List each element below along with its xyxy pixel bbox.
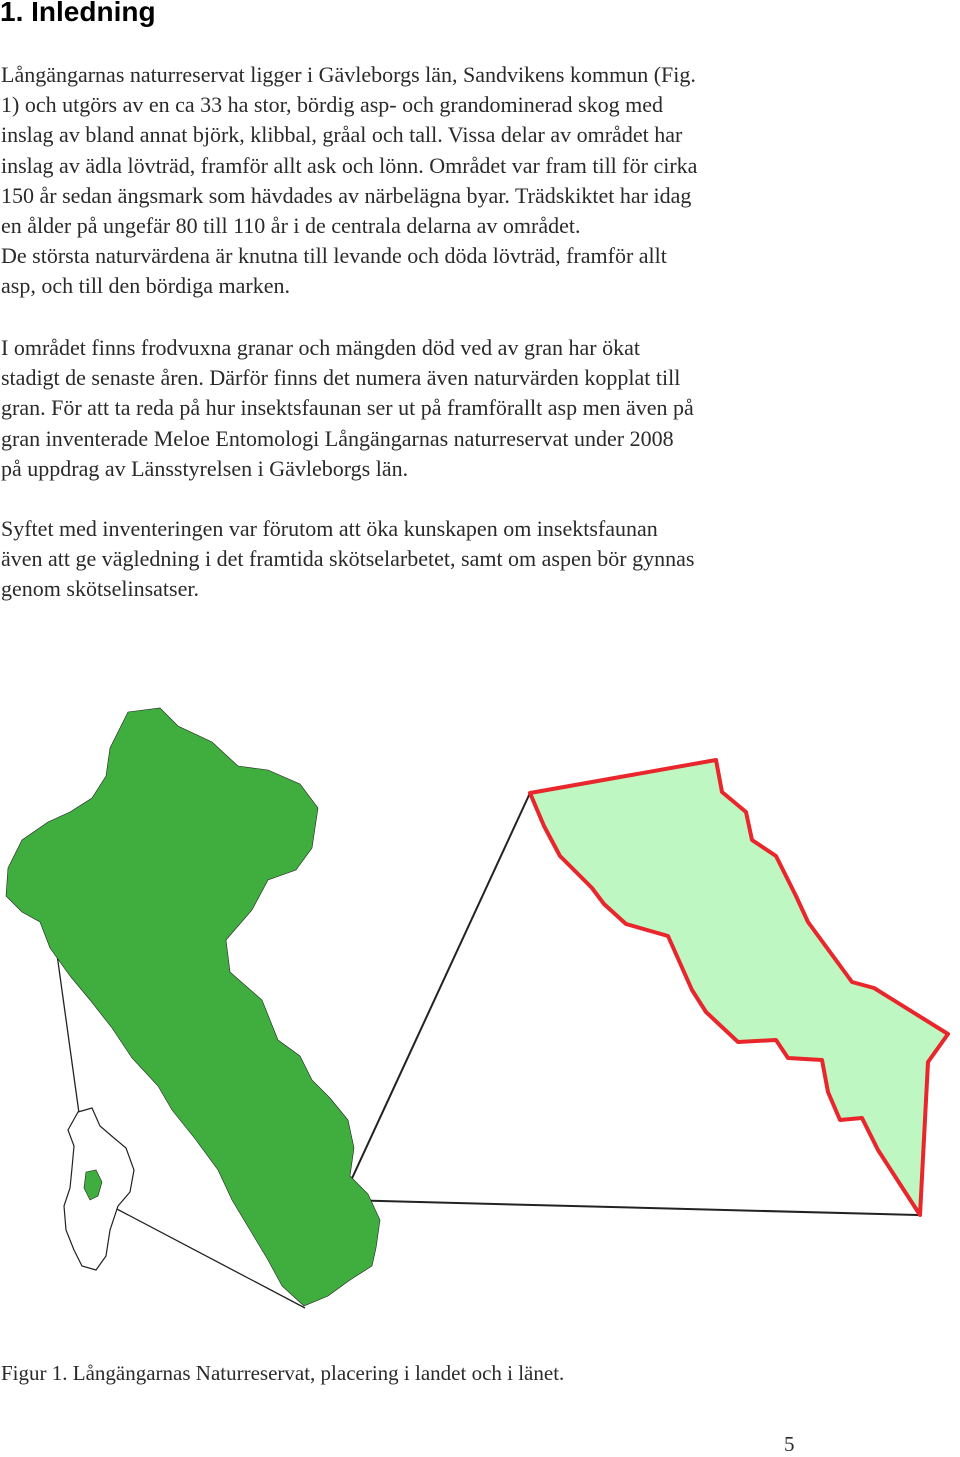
paragraph-spruce — [1, 333, 951, 484]
connector-line — [342, 793, 530, 1200]
text-line: stadigt de senaste åren. Därför finns det numera även naturvärden kopplat till — [1, 365, 681, 391]
text-line: genom skötselinsatser. — [1, 576, 199, 602]
text-line: 1) och utgörs av en ca 33 ha stor, bördig asp- och grandominerad skog med — [1, 92, 663, 118]
text-line: inslag av bland annat björk, klibbal, gråal och tall. Vissa delar av området har — [1, 122, 683, 148]
text-line: Långängarnas naturreservat ligger i Gävleborgs län, Sandvikens kommun (Fig. — [1, 62, 696, 87]
paragraph-intro — [1, 60, 951, 302]
text-line: även att ge vägledning i det framtida skötselarbetet, samt om aspen bör gynnas — [1, 546, 695, 572]
connector-line — [342, 1200, 918, 1215]
text-line: gran. För att ta reda på hur insektsfaunan ser ut på framförallt asp men även på — [1, 395, 694, 421]
text-line: gran inventerade Meloe Entomologi Långängarnas naturreservat under 2008 — [1, 425, 674, 451]
section-heading: 1. Inledning — [0, 0, 156, 27]
text-line: en ålder på ungefär 80 till 110 år i de centrala delarna av området. — [1, 213, 581, 239]
text-line: De största naturvärdena är knutna till levande och döda lövträd, framför allt — [1, 243, 667, 269]
sweden-inset-map — [64, 1108, 134, 1270]
reserve-map-shape — [530, 760, 948, 1215]
text-line: asp, och till den bördiga marken. — [1, 273, 290, 299]
page-number: 5 — [784, 1432, 795, 1456]
county-map-shape — [6, 708, 380, 1306]
figure-caption: Figur 1. Långängarnas Naturreservat, placering i landet och i länet. — [1, 1361, 565, 1385]
text-line: I området finns frodvuxna granar och mängden död ved av gran har ökat — [1, 335, 640, 360]
location-map-figure — [0, 700, 960, 1340]
paragraph-purpose — [1, 514, 951, 605]
text-line: Syftet med inventeringen var förutom att öka kunskapen om insektsfaunan — [1, 516, 658, 541]
text-line: 150 år sedan ängsmark som hävdades av närbelägna byar. Trädskiktet har idag — [1, 182, 692, 208]
text-line: inslag av ädla lövträd, framför allt ask och lönn. Området var fram till för cirka — [1, 152, 698, 178]
text-line: på uppdrag av Länsstyrelsen i Gävleborgs län. — [1, 455, 409, 481]
